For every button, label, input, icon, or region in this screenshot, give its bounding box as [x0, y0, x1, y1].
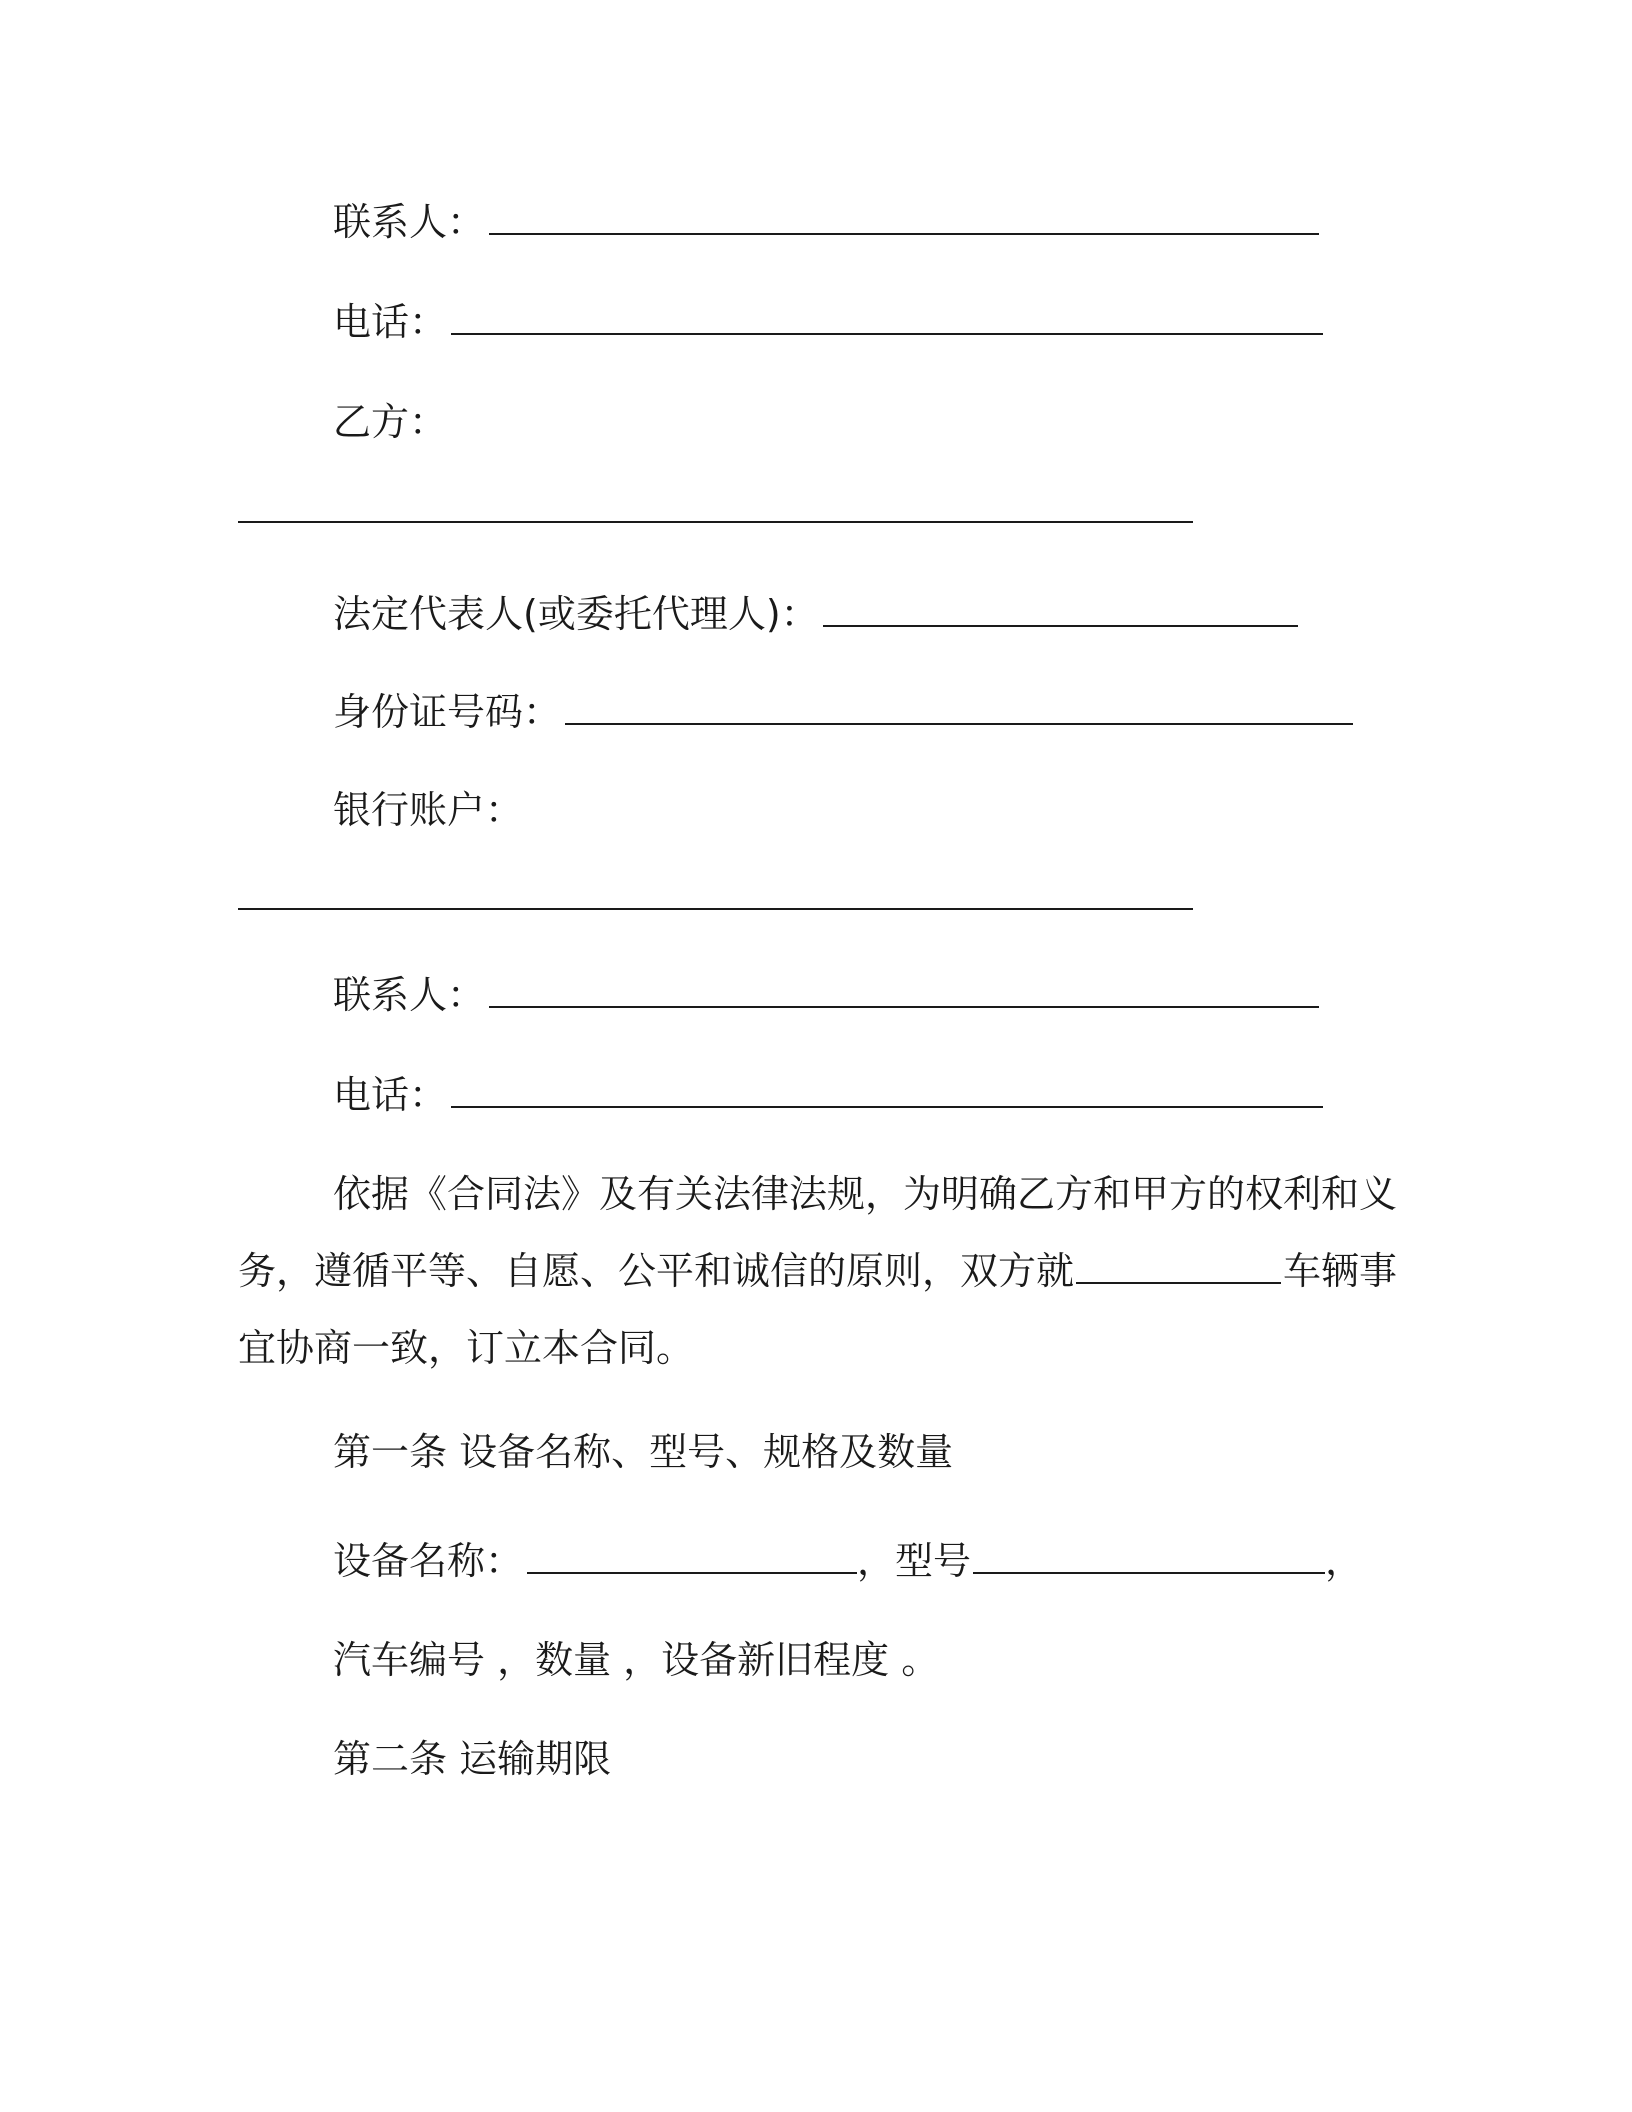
model-blank[interactable] [973, 1572, 1325, 1574]
party-b-contact-label: 联系人： [333, 973, 486, 1017]
model-label: ，型号 [857, 1539, 972, 1583]
party-b-phone-line [333, 1070, 1323, 1120]
party-b-rep-line [333, 589, 1298, 639]
party-b-rep-label: 法定代表人(或委托代理人)： [333, 592, 819, 636]
party-b-id-line [333, 687, 1353, 737]
party-b-bank-label: 银行账户： [333, 788, 524, 832]
article-2-heading-line [333, 1734, 611, 1784]
party-a-contact-label: 联系人： [333, 200, 486, 244]
vehicle-blank[interactable] [1076, 1282, 1281, 1284]
party-b-phone-blank[interactable] [451, 1106, 1323, 1108]
article-1-heading-line [333, 1427, 953, 1477]
intro-text-3: 宜协商一致，订立本合同。 [238, 1326, 695, 1370]
intro-text-1: 依据《合同法》及有关法律法规，为明确乙方和甲方的权利和义 [333, 1172, 1398, 1216]
party-b-name-blank[interactable] [238, 521, 1193, 523]
equipment-detail: 汽车编号 ，数量 ，设备新旧程度 。 [333, 1638, 940, 1682]
party-b-bank-blank[interactable] [238, 908, 1193, 910]
party-b-phone-label: 电话： [333, 1073, 448, 1117]
party-b-title: 乙方： [333, 400, 448, 444]
equipment-line [333, 1536, 1363, 1586]
model-end: ， [1325, 1539, 1364, 1583]
party-a-contact-blank[interactable] [489, 233, 1319, 235]
article-2-heading: 第二条 运输期限 [333, 1737, 612, 1781]
intro-text-2b: 车辆事 [1283, 1249, 1398, 1293]
party-a-phone-label: 电话： [333, 300, 448, 344]
equipment-name-blank[interactable] [527, 1572, 857, 1574]
intro-line-3 [238, 1323, 694, 1373]
intro-line-2 [238, 1246, 1397, 1296]
equipment-detail-line [333, 1635, 939, 1685]
party-b-bank-line [333, 785, 523, 835]
article-1-heading: 第一条 设备名称、型号、规格及数量 [333, 1430, 954, 1474]
party-b-title-line [333, 397, 447, 447]
party-b-contact-blank[interactable] [489, 1006, 1319, 1008]
party-b-contact-line [333, 970, 1319, 1020]
party-a-phone-line [333, 297, 1323, 347]
intro-line-1 [333, 1169, 1397, 1219]
equipment-name-label: 设备名称： [333, 1539, 524, 1583]
party-b-rep-blank[interactable] [823, 625, 1298, 627]
party-b-id-blank[interactable] [565, 723, 1353, 725]
party-a-phone-blank[interactable] [451, 333, 1323, 335]
intro-text-2a: 务，遵循平等、自愿、公平和诚信的原则，双方就 [238, 1249, 1075, 1293]
party-a-contact-line [333, 197, 1319, 247]
party-b-id-label: 身份证号码： [333, 690, 562, 734]
